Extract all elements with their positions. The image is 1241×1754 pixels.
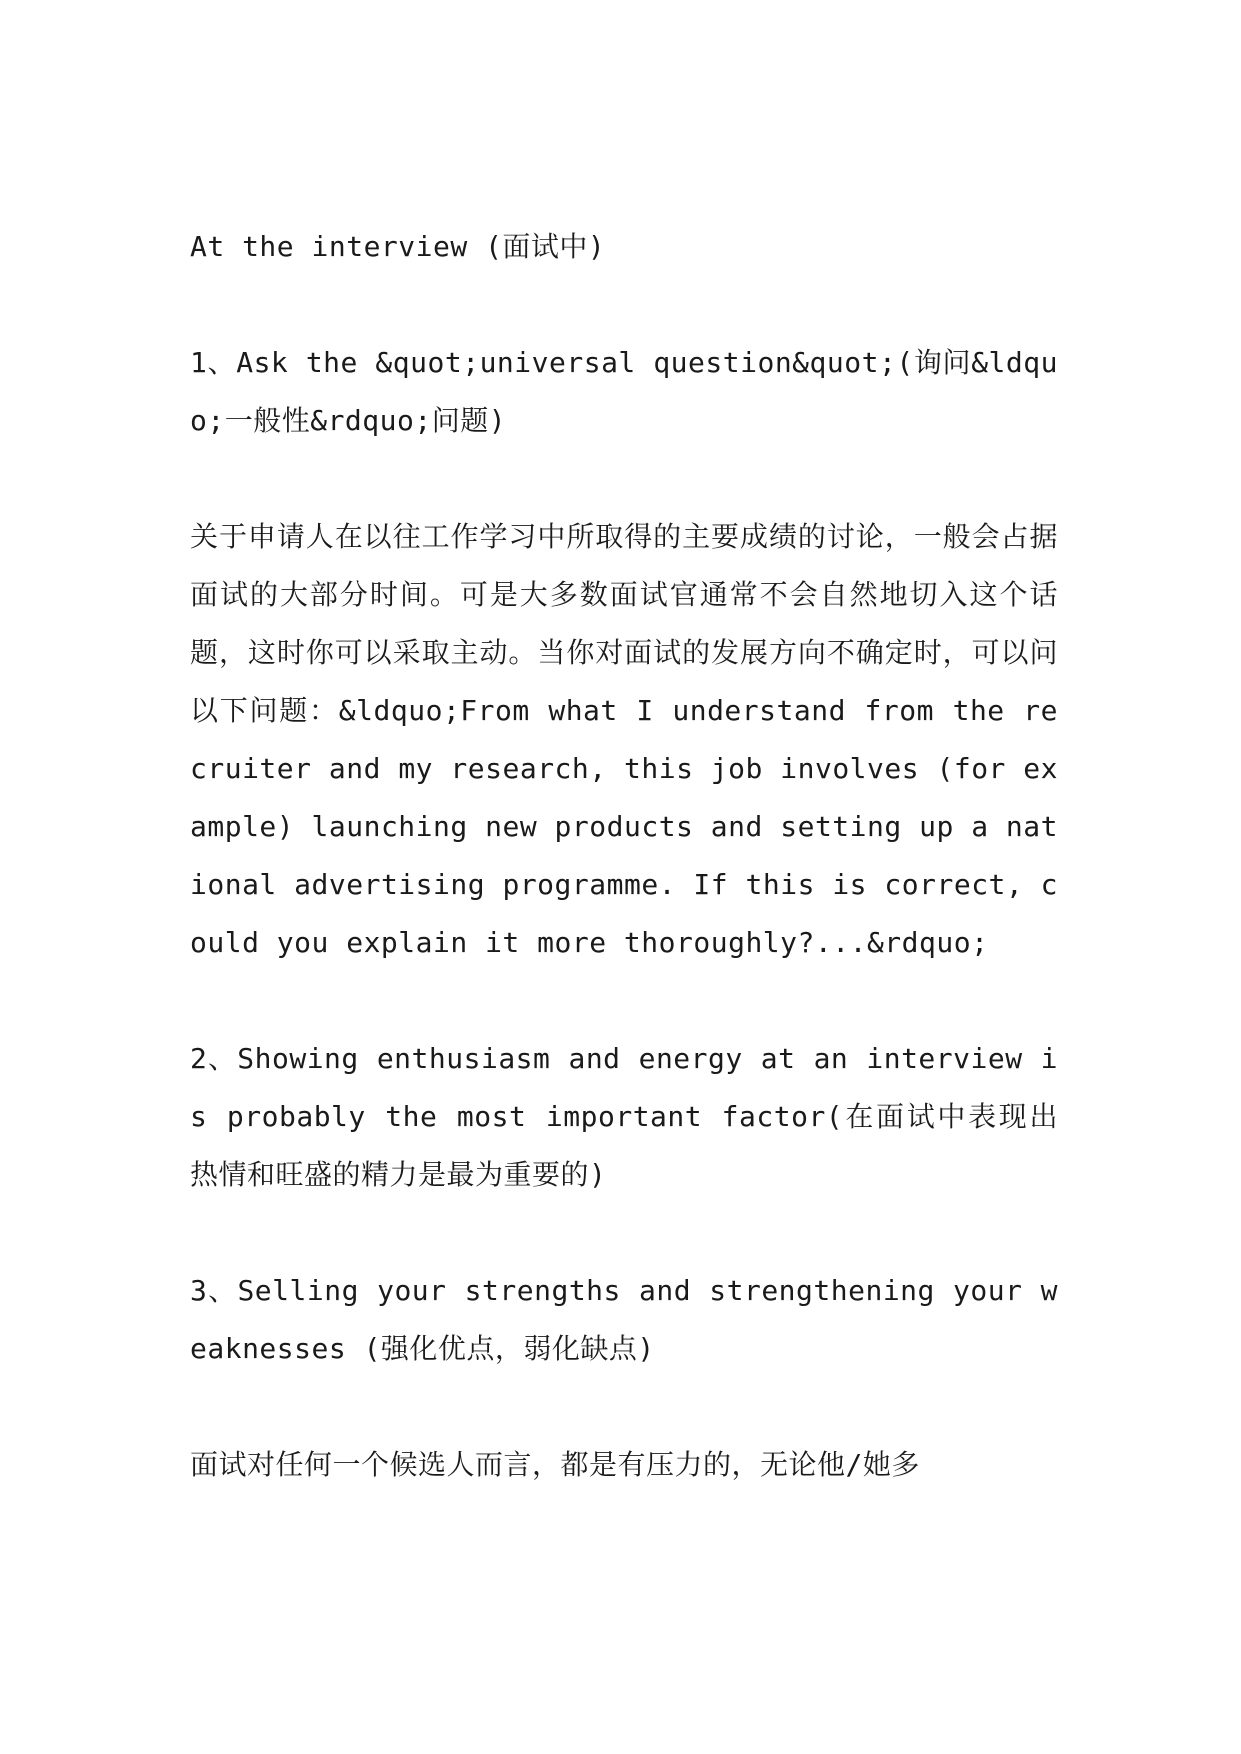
- body-paragraph-2: 面试对任何一个候选人而言，都是有压力的，无论他/她多: [190, 1448, 920, 1481]
- question-heading-1: 1、Ask the &quot;universal question&quot;(询问&ldquo;一般性&rdquo;问题): [190, 346, 1058, 437]
- body-paragraph-1: 关于申请人在以往工作学习中所取得的主要成绩的讨论，一般会占据面试的大部分时间。可是大多数面试官通常不会自然地切入这个话题，这时你可以采取主动。当你对面试的发展方向不确定时，可以问以下问题：&ldquo;From what I understand from the recruiter and my research, this job involves (for example) launching new products and setting up a national advertising programme. If this is correct, could you explain it more thoroughly?...&rdquo;: [190, 520, 1058, 959]
- question-heading-2: 2、Showing enthusiasm and energy at an interview is probably the most important factor(在面试中表现出热情和旺盛的精力是最为重要的): [190, 1042, 1058, 1191]
- document-body: [190, 218, 1058, 1552]
- question-heading-3: 3、Selling your strengths and strengthening your weaknesses (强化优点，弱化缺点): [190, 1274, 1058, 1365]
- section-heading: At the interview (面试中): [190, 230, 606, 263]
